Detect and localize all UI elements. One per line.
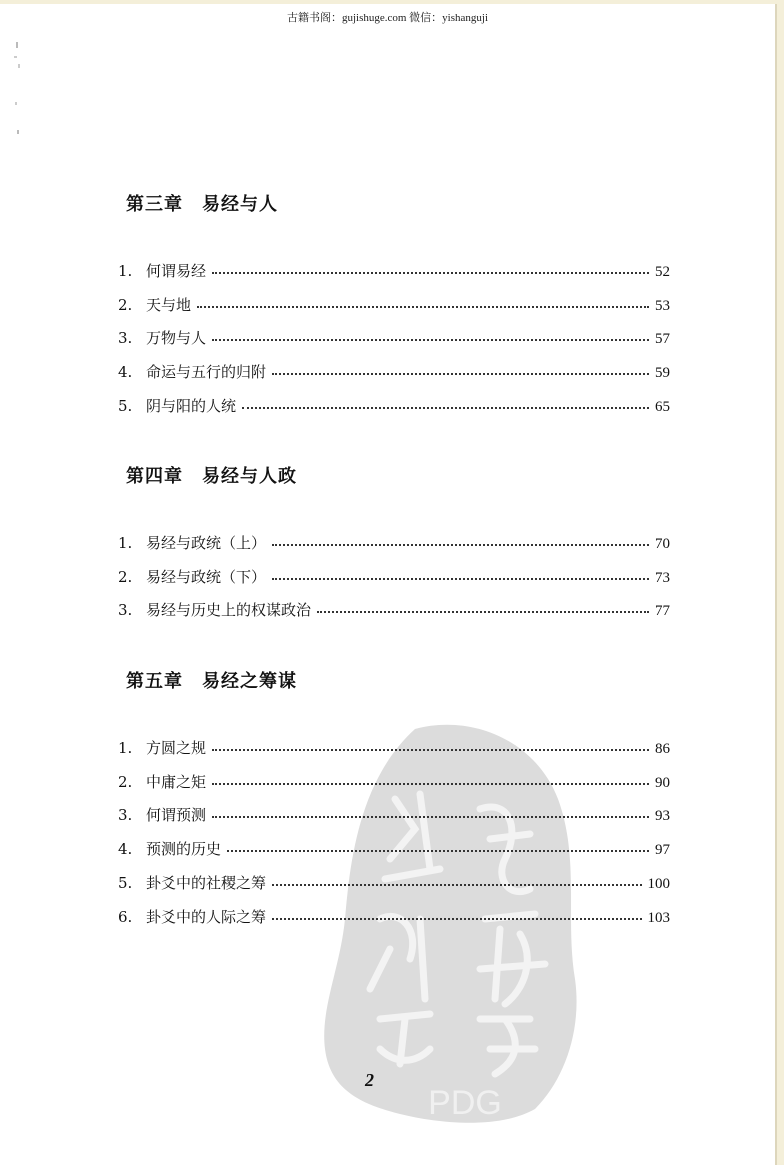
entry-page: 100 — [647, 875, 670, 892]
chapter-title: 第五章 易经之筹谋 — [126, 671, 297, 692]
toc-entry — [118, 838, 670, 860]
page-header: 古籍书阁：gujishuge.com 微信：yishanguji — [286, 12, 489, 24]
entry-page: 93 — [655, 808, 670, 825]
dot-leader — [272, 918, 641, 920]
dot-leader — [272, 373, 649, 375]
book-page — [0, 4, 775, 1165]
entry-number: 4. — [118, 840, 133, 859]
toc-entry — [118, 804, 670, 826]
toc-entry — [118, 327, 670, 349]
dot-leader — [317, 611, 649, 613]
entry-title: 易经与历史上的权谋政治 — [146, 601, 312, 620]
dot-leader — [197, 306, 649, 308]
entry-page: 57 — [655, 331, 670, 348]
entry-title: 万物与人 — [146, 329, 207, 348]
entry-number: 6. — [118, 907, 133, 926]
entry-page: 70 — [655, 536, 670, 552]
dot-leader — [212, 272, 649, 274]
entry-page: 52 — [655, 264, 670, 280]
dot-leader — [242, 407, 649, 409]
entry-number: 2. — [118, 567, 133, 586]
dot-leader — [212, 749, 649, 751]
entry-page: 65 — [655, 398, 670, 415]
entry-number: 1. — [118, 262, 133, 280]
entry-number: 5. — [118, 873, 133, 892]
chapter-title: 第三章 易经与人 — [126, 194, 278, 215]
entry-title: 天与地 — [146, 295, 192, 314]
entry-page: 77 — [655, 603, 670, 620]
toc-entry — [118, 260, 670, 282]
entry-number: 3. — [118, 806, 133, 825]
toc-entry — [118, 566, 670, 588]
entry-page: 59 — [655, 365, 670, 382]
entry-title: 卦爻中的社稷之筹 — [146, 873, 267, 892]
entry-number: 5. — [118, 396, 133, 415]
entry-page: 90 — [655, 774, 670, 791]
entry-title: 命运与五行的归附 — [146, 363, 267, 382]
toc-entry — [118, 771, 670, 793]
entry-title: 中庸之矩 — [146, 772, 207, 791]
entry-number: 1. — [118, 534, 133, 552]
toc-entry — [118, 532, 670, 554]
entry-title: 易经与政统（下） — [146, 567, 267, 586]
toc-entry — [118, 737, 670, 759]
chapter-title: 第四章 易经与人政 — [126, 466, 297, 487]
entry-number: 3. — [118, 329, 133, 348]
entry-title: 预测的历史 — [146, 840, 222, 859]
entry-page: 97 — [655, 842, 670, 859]
entry-page: 53 — [655, 297, 670, 314]
toc-entry — [118, 395, 670, 417]
dot-leader — [212, 339, 649, 341]
entry-number: 3. — [118, 601, 133, 620]
entry-title: 易经与政统（上） — [146, 534, 267, 552]
dot-leader — [227, 850, 649, 852]
entry-number: 4. — [118, 363, 133, 382]
entry-title: 阴与阳的人统 — [146, 396, 237, 415]
entry-title: 卦爻中的人际之筹 — [146, 907, 267, 926]
entry-number: 2. — [118, 295, 133, 314]
page-number: 2 — [365, 1070, 374, 1090]
entry-title: 何谓预测 — [146, 806, 207, 825]
toc-entry — [118, 599, 670, 621]
entry-number: 1. — [118, 739, 133, 757]
dot-leader — [272, 884, 641, 886]
watermark-text: PDG — [428, 1084, 502, 1122]
toc-entry — [118, 361, 670, 383]
entry-page: 103 — [647, 909, 670, 926]
entry-title: 方圆之规 — [146, 739, 207, 757]
scan-specks — [12, 42, 26, 142]
dot-leader — [212, 816, 649, 818]
entry-page: 73 — [655, 569, 670, 586]
dot-leader — [212, 783, 649, 785]
toc-entry — [118, 872, 670, 894]
toc-entry — [118, 906, 670, 928]
entry-page: 86 — [655, 741, 670, 757]
toc-entry — [118, 294, 670, 316]
dot-leader — [272, 544, 649, 546]
entry-number: 2. — [118, 772, 133, 791]
dot-leader — [272, 578, 649, 580]
entry-title: 何谓易经 — [146, 262, 207, 280]
